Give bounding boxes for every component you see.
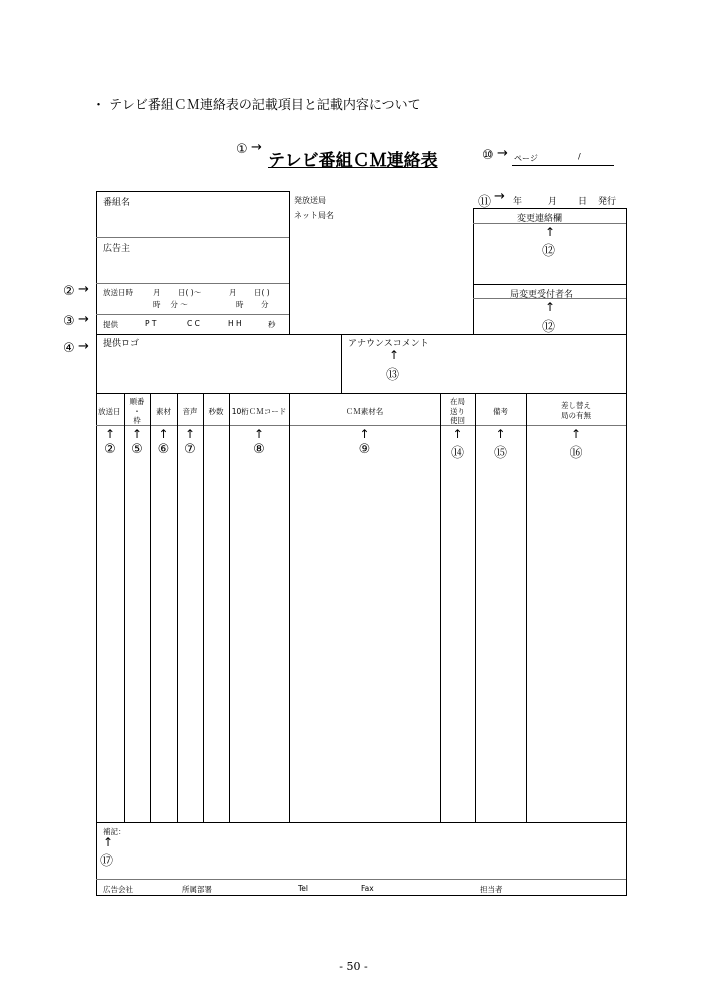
- arrow-up-icon: ↑: [545, 300, 556, 314]
- col-order-2: ・: [133, 407, 141, 416]
- page-underline: [512, 165, 614, 166]
- arrow-up-icon: ↑: [184, 427, 196, 441]
- arrow-right-icon: →: [251, 140, 262, 155]
- marker-10: ⑩: [482, 148, 494, 163]
- arrow-right-icon: →: [78, 339, 89, 354]
- marker-12: ⑫: [542, 244, 556, 259]
- date-month: 月: [548, 197, 558, 207]
- col-order-3: 枠: [133, 416, 141, 425]
- air-datetime-label: 放送日時: [103, 288, 133, 297]
- section-heading: ・ テレビ番組ＣＭ連絡表の記載項目と記載内容について: [92, 98, 421, 113]
- marker-6: ⑥: [157, 442, 170, 457]
- marker-16: ⑯: [569, 446, 583, 461]
- arrow-up-icon: ↑: [104, 427, 116, 441]
- arrow-up-icon: ↑: [253, 427, 265, 441]
- page-slash: /: [578, 152, 581, 161]
- page-label: ページ: [514, 154, 538, 163]
- change-notice-label: 変更連絡欄: [517, 214, 563, 224]
- program-name-label: 番組名: [103, 198, 131, 208]
- sec-label: 秒: [268, 320, 276, 329]
- arrow-up-icon: ↑: [103, 835, 114, 849]
- marker-15: ⑮: [493, 446, 507, 461]
- date-issued: 発行: [598, 197, 617, 207]
- change-recipient-label: 局変更受付者名: [510, 290, 574, 300]
- minute-label: 分: [261, 300, 269, 309]
- day-label: 日( )～: [178, 288, 202, 297]
- page-number: - 50 -: [339, 960, 368, 973]
- pt-label: P T: [145, 319, 157, 328]
- col-local-3: 使回: [450, 416, 465, 425]
- advertiser-label: 広告主: [103, 244, 131, 254]
- agency-label: 広告会社: [103, 885, 133, 894]
- col-remarks: 備考: [493, 407, 508, 416]
- col-replace-1: 差し替え: [561, 401, 591, 410]
- day-label-2: 日( ): [254, 288, 270, 297]
- col-air-date: 放送日: [98, 407, 121, 416]
- col-order-1: 順番: [129, 397, 145, 406]
- col-local-1: 在局: [450, 397, 465, 406]
- marker-9: ⑨: [358, 442, 371, 457]
- date-year: 年: [513, 197, 523, 207]
- arrow-up-icon: ↑: [570, 427, 582, 441]
- col-replace-2: 局の有無: [561, 411, 591, 420]
- sponsor-label: 提供: [103, 320, 118, 329]
- col-material: 素材: [156, 407, 171, 416]
- cc-label: C C: [187, 319, 200, 328]
- marker-12-b: ⑫: [542, 320, 556, 335]
- arrow-up-icon: ↑: [389, 348, 400, 362]
- col-seconds: 秒数: [208, 407, 224, 416]
- tel-label: Tel: [298, 884, 309, 893]
- arrow-right-icon: →: [78, 282, 89, 297]
- announce-comment-label: アナウンスコメント: [348, 339, 429, 349]
- arrow-up-icon: ↑: [452, 427, 463, 441]
- arrow-up-icon: ↑: [158, 427, 169, 441]
- col-cm-code: 10桁ＣＭコード: [231, 407, 287, 416]
- marker-11: ⑪: [478, 195, 492, 210]
- marker-3: ③: [63, 314, 75, 329]
- arrow-up-icon: ↑: [495, 427, 506, 441]
- hour-label: 時: [236, 300, 244, 309]
- marker-4: ④: [63, 341, 75, 356]
- hh-label: H H: [228, 319, 242, 328]
- marker-7: ⑦: [184, 442, 196, 457]
- marker-1: ①: [236, 142, 248, 157]
- marker-2: ②: [63, 284, 75, 299]
- station-label: 発放送局: [294, 196, 326, 205]
- month-label-2: 月: [229, 288, 237, 297]
- month-label: 月: [153, 288, 161, 297]
- arrow-up-icon: ↑: [359, 427, 370, 441]
- marker-5: ⑤: [131, 442, 143, 457]
- date-day: 日: [578, 197, 588, 207]
- arrow-up-icon: ↑: [131, 427, 143, 441]
- arrow-right-icon: →: [497, 146, 508, 161]
- col-local-2: 送り: [450, 407, 465, 416]
- arrow-up-icon: ↑: [545, 225, 556, 239]
- marker-14: ⑭: [450, 446, 464, 461]
- col-cm-name: ＣＭ素材名: [345, 407, 384, 416]
- sponsor-logo-label: 提供ロゴ: [103, 339, 140, 349]
- notes-label: 補記：: [103, 827, 126, 836]
- time-from-label: 時 分 ～: [153, 300, 188, 309]
- arrow-right-icon: →: [78, 312, 89, 327]
- col-audio: 音声: [182, 407, 198, 416]
- marker-17: ⑰: [100, 854, 114, 869]
- network-label: ネット局名: [294, 211, 334, 220]
- arrow-right-icon: →: [494, 189, 505, 204]
- marker-2-col: ②: [104, 442, 116, 457]
- form-title: テレビ番組ＣＭ連絡表: [268, 151, 438, 171]
- marker-13: ⑬: [386, 368, 400, 383]
- marker-8: ⑧: [253, 442, 265, 457]
- person-label: 担当者: [480, 885, 503, 894]
- fax-label: Fax: [361, 884, 374, 893]
- department-label: 所属部署: [182, 885, 212, 894]
